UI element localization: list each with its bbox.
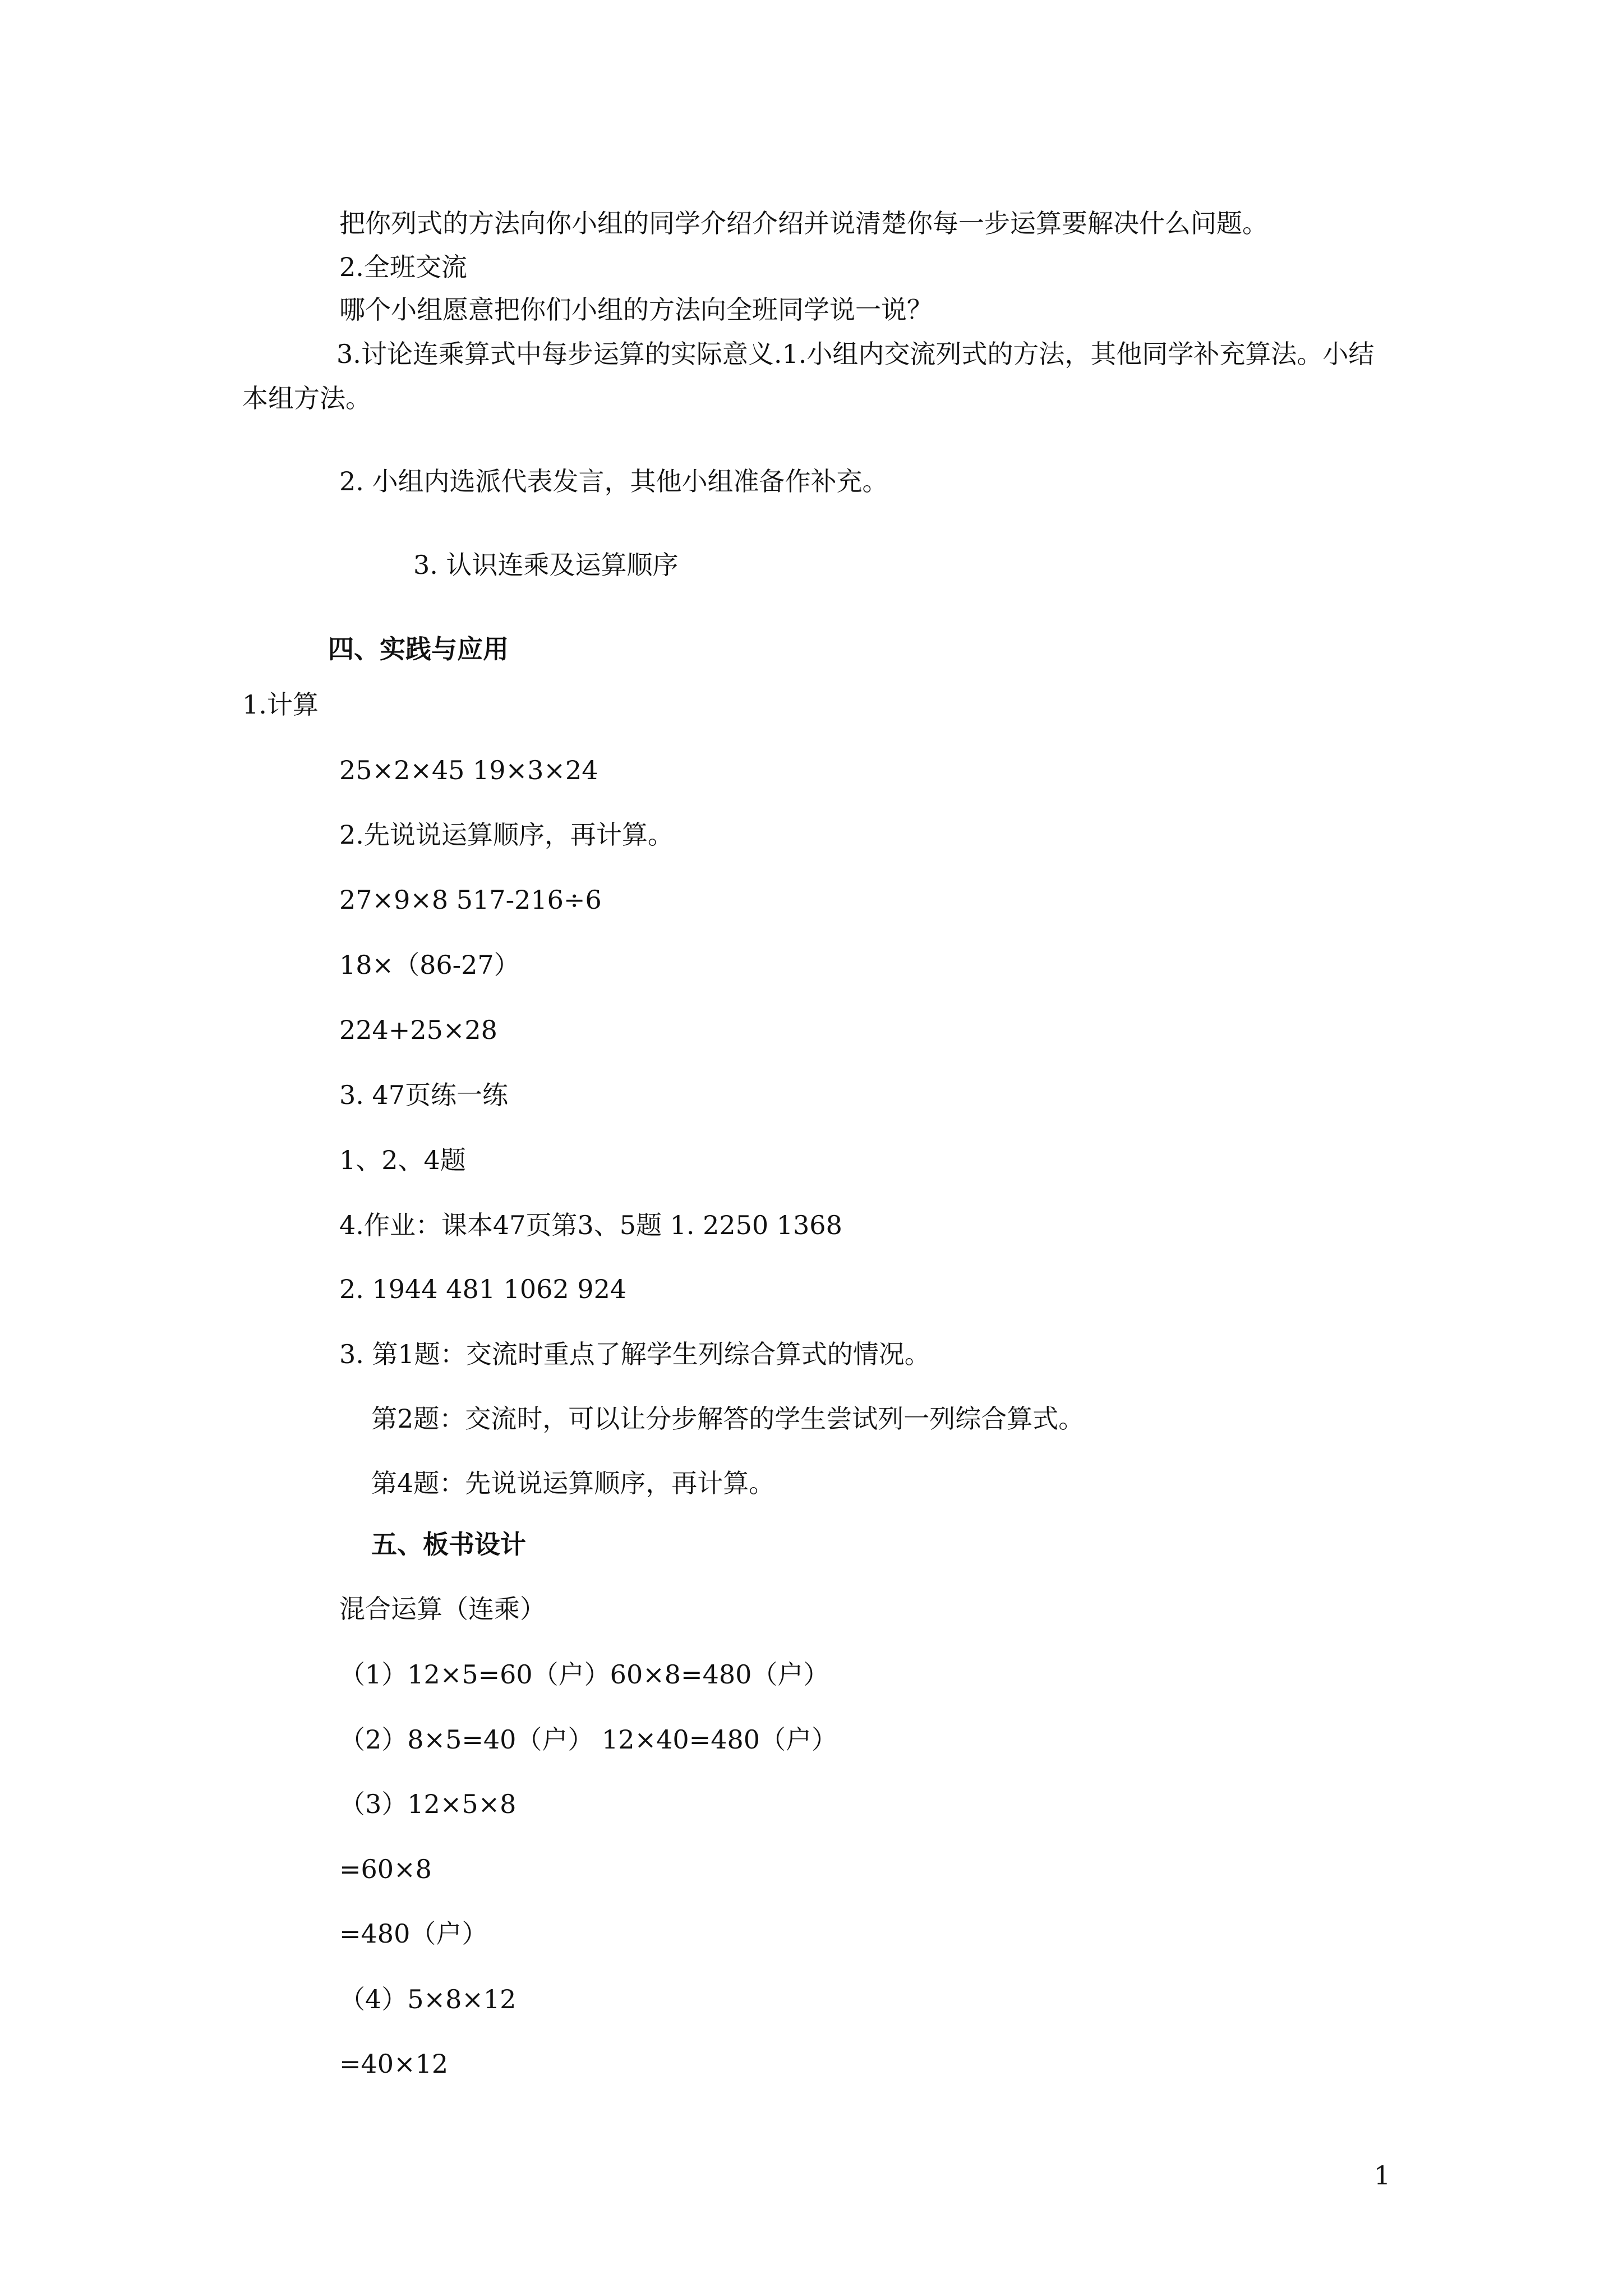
board-method-1: （1）12×5=60（户）60×8=480（户） [339, 1659, 829, 1690]
expression-line: 27×9×8 517-216÷6 [339, 885, 602, 915]
board-title: 混合运算（连乘） [339, 1594, 546, 1624]
item-note-q4: 第4题：先说说运算顺序，再计算。 [371, 1468, 775, 1498]
board-method-4: （4）5×8×12 [339, 1984, 517, 2014]
item-note-q2: 第2题：交流时，可以让分步解答的学生尝试列一列综合算式。 [371, 1404, 1085, 1434]
item-answers: 2. 1944 481 1062 924 [339, 1274, 627, 1304]
board-step: =60×8 [339, 1854, 432, 1884]
item-class-exchange: 2.全班交流 [339, 252, 467, 282]
item-note-q1: 3. 第1题：交流时重点了解学生列综合算式的情况。 [339, 1339, 930, 1369]
paragraph-question: 哪个小组愿意把你们小组的方法向全班同学说一说？ [339, 295, 933, 325]
board-step: =40×12 [339, 2049, 449, 2079]
item-homework: 4.作业：课本47页第3、5题 1. 2250 1368 [339, 1210, 842, 1240]
item-group-representative: 2. 小组内选派代表发言，其他小组准备作补充。 [339, 466, 888, 496]
board-method-3: （3）12×5×8 [339, 1789, 517, 1819]
paragraph-intro: 把你列式的方法向你小组的同学介绍介绍并说清楚你每一步运算要解决什么问题。 [339, 208, 1268, 238]
item-calculate: 1.计算 [242, 689, 319, 720]
item-recognize-order: 3. 认识连乘及运算顺序 [413, 550, 679, 580]
expression-line: 25×2×45 19×3×24 [339, 755, 598, 785]
heading-board-design: 五、板书设计 [371, 1529, 526, 1559]
heading-practice: 四、实践与应用 [328, 634, 509, 664]
item-questions: 1、2、4题 [339, 1145, 466, 1175]
item-order-first: 2.先说说运算顺序，再计算。 [339, 820, 674, 850]
paragraph-discussion: 3.讨论连乘算式中每步运算的实际意义.1.小组内交流列式的方法，其他同学补充算法。小结本组方法。 [242, 339, 1375, 413]
board-method-2: （2）8×5=40（户） 12×40=480（户） [339, 1724, 837, 1755]
page-number: 1 [1374, 2160, 1391, 2191]
expression-line: 224+25×28 [339, 1015, 497, 1045]
expression-line: 18×（86-27） [339, 950, 520, 980]
board-step: =480（户） [339, 1918, 488, 1949]
item-exercise-page: 3. 47页练一练 [339, 1080, 509, 1110]
